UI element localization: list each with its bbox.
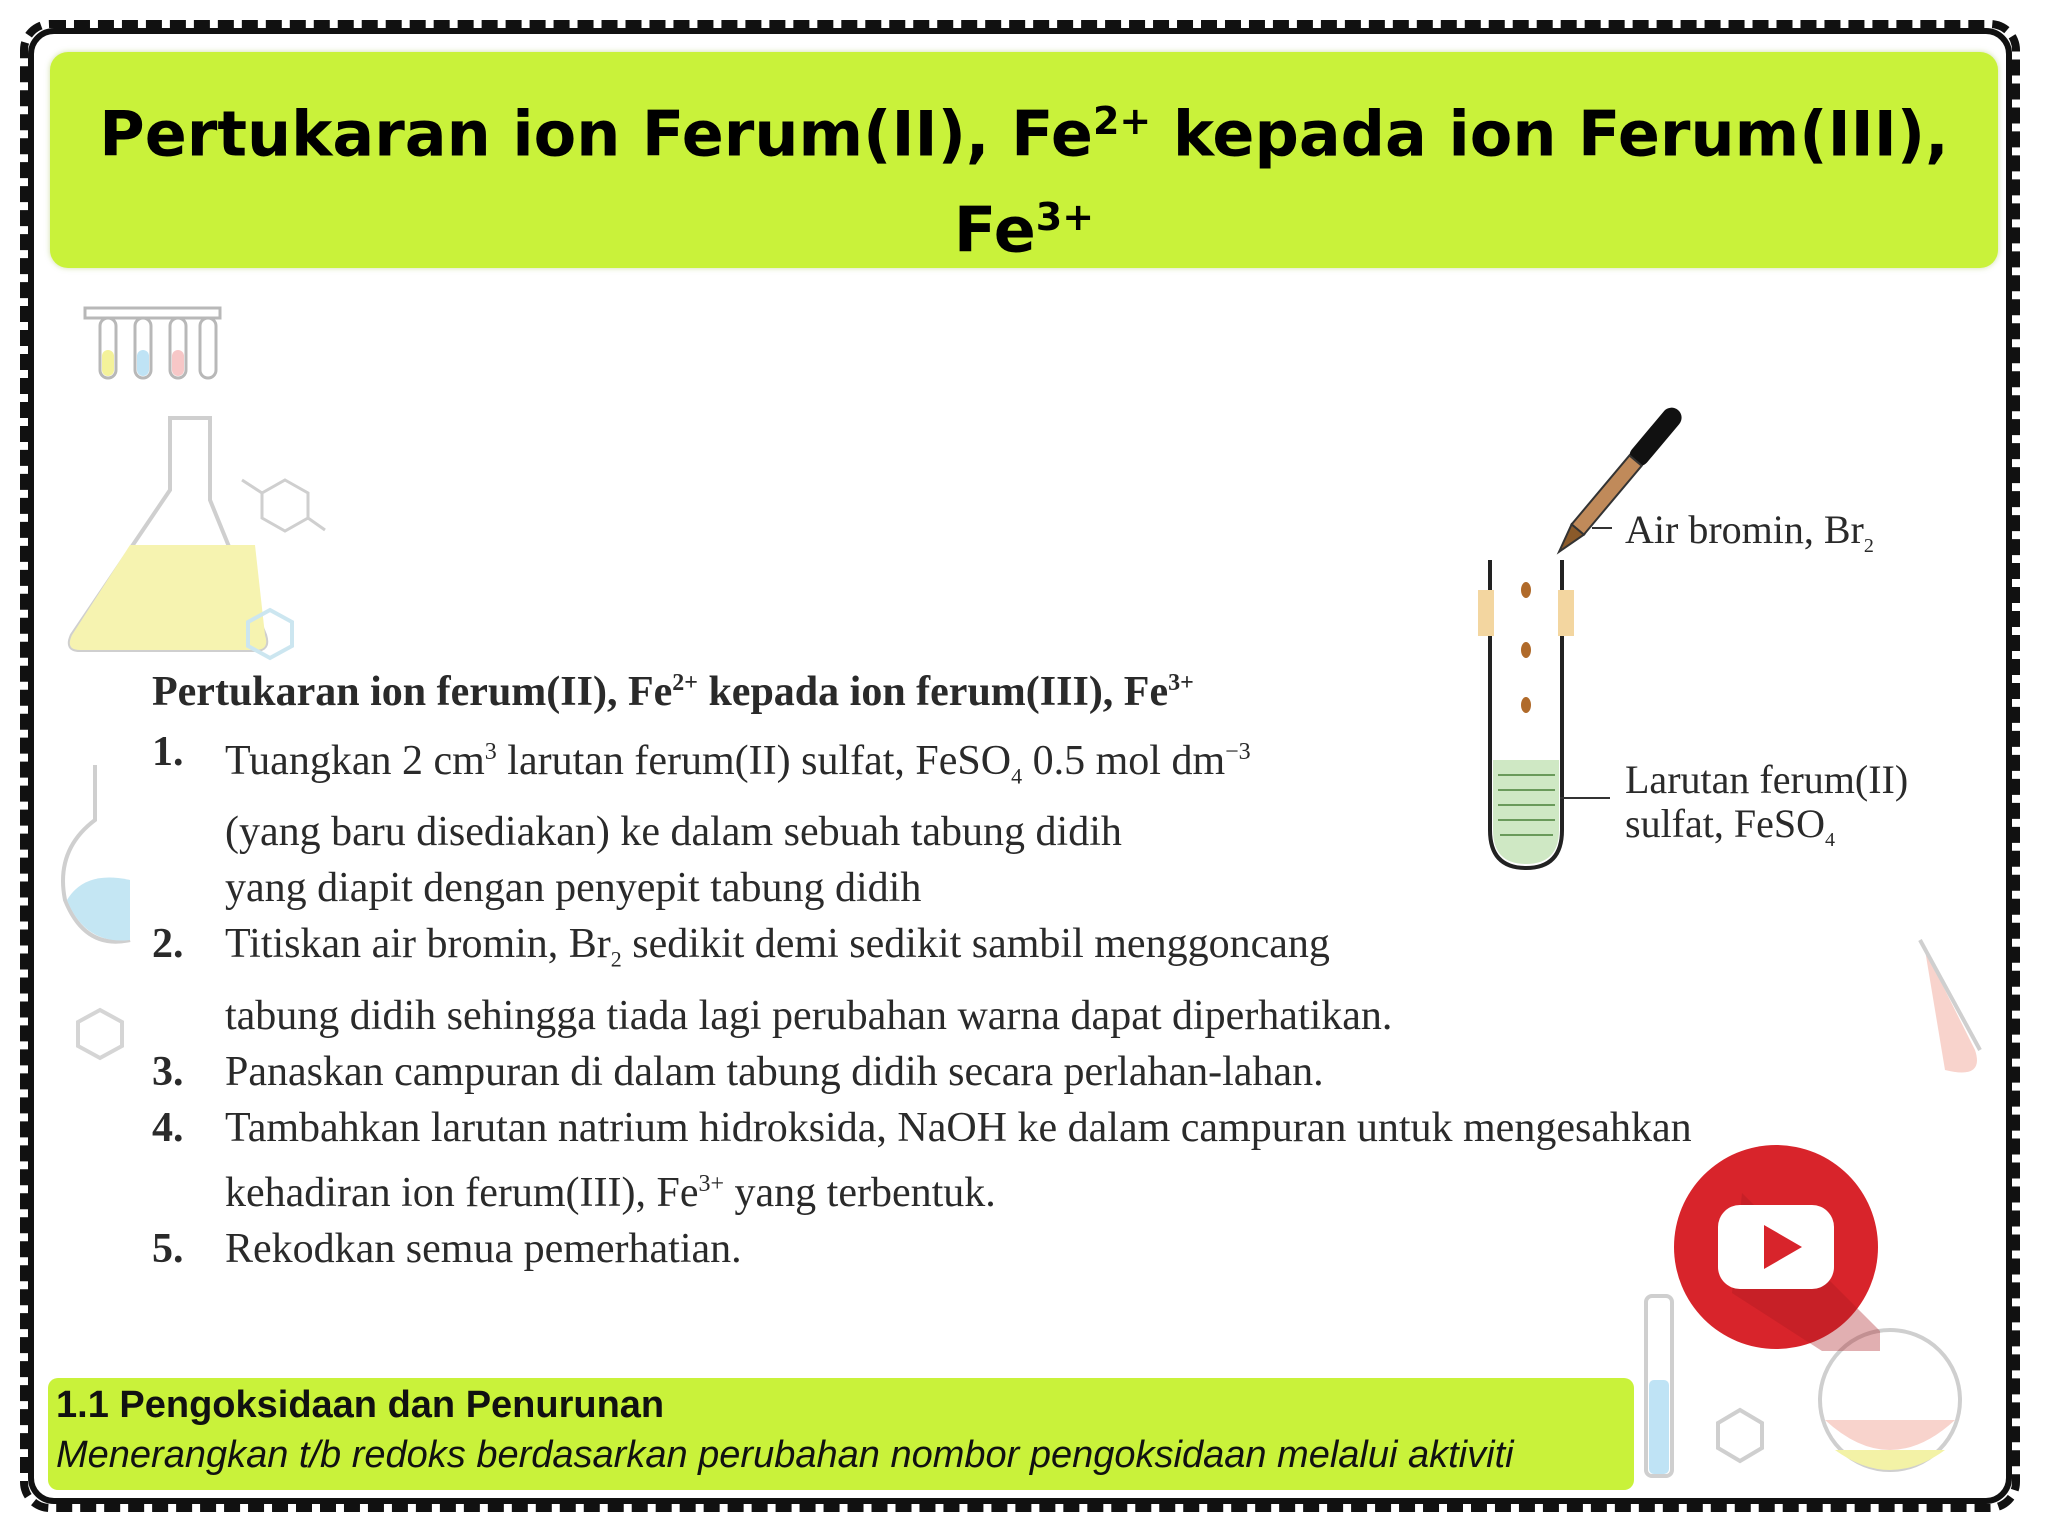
- procedure-heading: Pertukaran ion ferum(II), $Fe^{2+}$ kepada ion ferum(III), $Fe^{3+}$: [152, 669, 1194, 715]
- procedure-step-2: [150, 916, 1910, 1043]
- step-line: Titiskan air bromin, $Br_2$ sedikit demi sedikit sambil menggoncang: [225, 921, 1330, 972]
- step-number: 3.: [152, 1048, 184, 1095]
- procedure-step-1: [150, 724, 1910, 916]
- title-line-2: $Fe^{3+}$: [953, 193, 1095, 267]
- procedure-step-3: [150, 1044, 1910, 1100]
- iron-sulfate-label: Larutan ferum(II) sulfat, FeSO$_4$: [1625, 757, 1909, 851]
- title-line-1: Pertukaran ion Ferum(II), $Fe^{2+}$ kepada ion Ferum(III),: [99, 97, 1949, 171]
- slide-title: [50, 80, 1998, 271]
- step-number: 2.: [152, 921, 184, 968]
- round-flask-icon: [55, 760, 135, 960]
- step-line: Tambahkan larutan natrium hidroksida, NaOH ke dalam campuran untuk mengesahkan: [225, 1104, 1692, 1151]
- procedure-step-4: [150, 1100, 1910, 1221]
- molecule-icon: [230, 600, 310, 670]
- molecule-icon: [60, 1000, 140, 1080]
- step-line: Tuangkan 2 $cm^3$ larutan ferum(II) sulfat, FeSO$_4$ 0.5 mol $dm^{-3}$: [225, 738, 1251, 789]
- bromine-water-label: Air bromin, $Br_2$: [1625, 507, 1874, 557]
- procedure-section: [150, 668, 1910, 1277]
- step-number: 4.: [152, 1104, 184, 1151]
- step-number: 5.: [152, 1225, 184, 1272]
- step-line: kehadiran ion ferum(III), $Fe^{3+}$ yang terbentuk.: [225, 1169, 996, 1216]
- step-line: Rekodkan semua pemerhatian.: [225, 1225, 742, 1272]
- procedure-step-5: [150, 1221, 1910, 1277]
- youtube-play-icon[interactable]: [1672, 1143, 1880, 1351]
- footer-title: 1.1 Pengoksidaan dan Penurunan: [56, 1384, 665, 1426]
- test-tubes-icon: [80, 300, 230, 400]
- step-line: tabung didih sehingga tiada lagi perubahan warna dapat diperhatikan.: [225, 992, 1393, 1039]
- step-line: Panaskan campuran di dalam tabung didih secara perlahan-lahan.: [225, 1048, 1324, 1095]
- step-line: (yang baru disediakan) ke dalam sebuah tabung didih: [225, 809, 1122, 856]
- step-number: 1.: [152, 729, 184, 775]
- conical-flask-icon: [1915, 930, 2005, 1090]
- step-line: yang diapit dengan penyepit tabung didih: [225, 865, 922, 912]
- footer-subtitle: Menerangkan t/b redoks berdasarkan perubahan nombor pengoksidaan melalui aktiviti: [56, 1434, 1514, 1476]
